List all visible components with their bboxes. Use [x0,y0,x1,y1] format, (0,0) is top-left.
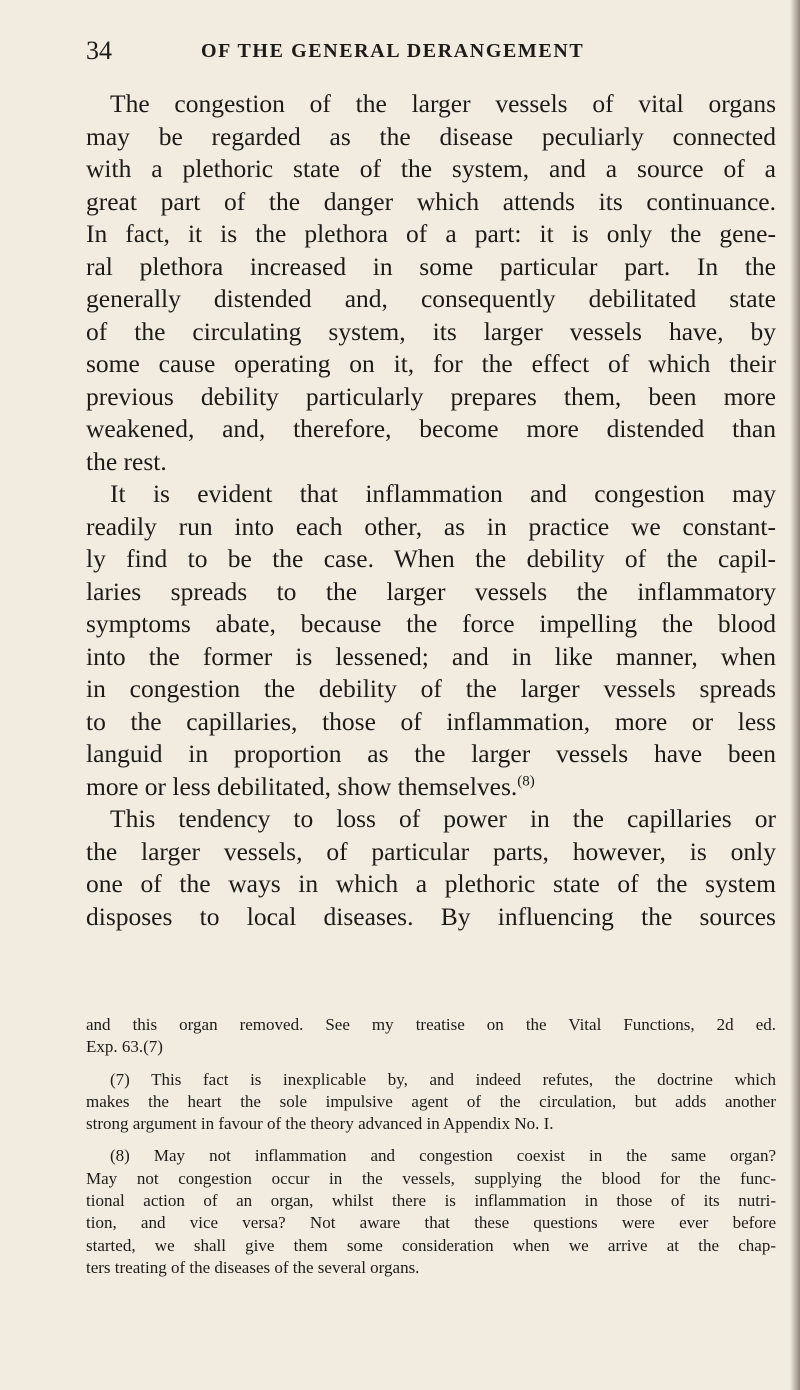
body-line: symptoms abate, because the force impelling the blood [86,609,776,638]
footnotes [86,1014,776,1289]
body-line: languid in proportion as the larger vessels have been [86,739,776,768]
body-line: ly find to be the case. When the debility of the capil- [86,544,776,573]
footnote-line: makes the heart the sole impulsive agent of the circulation, but adds another [86,1091,776,1111]
main-text [86,88,776,933]
body-line-with-footnote [86,771,776,804]
footnote-line: tional action of an organ, whilst there is inflammation in those of its nutri- [86,1191,776,1211]
footnote-line: ters treating of the diseases of the several organs. [86,1257,420,1277]
body-line: with a plethoric state of the system, and a source of a [86,154,776,183]
body-line: The congestion of the larger vessels of vital organs [110,89,776,118]
body-line: the larger vessels, of particular parts, however, is only [86,836,776,866]
page-number: 34 [86,36,112,65]
body-line: disposes to local diseases. By influencing the sources [86,901,776,931]
footnote-line: strong argument in favour of the theory advanced in Appendix No. I. [86,1114,554,1134]
body-line: one of the ways in which a plethoric state of the system [86,869,776,898]
body-line: This tendency to loss of power in the capillaries or [110,804,776,833]
footnote-line: and this organ removed. See my treatise on the Vital Functions, 2d ed. [86,1015,776,1034]
body-line: may be regarded as the disease peculiarly connected [86,121,776,151]
body-line: readily run into each other, as in practice we constant- [86,511,776,541]
footnote-7 [86,1069,776,1136]
page-edge-shadow [790,0,800,1390]
footnote-line: Exp. 63.(7) [86,1037,163,1057]
body-line: some cause operating on it, for the effect of which their [86,349,776,378]
footnote-line: started, we shall give them some consideration when we arrive at the chap- [86,1235,776,1255]
body-line: in congestion the debility of the larger vessels spreads [86,674,776,703]
body-line: It is evident that inflammation and congestion may [110,479,776,508]
body-line: to the capillaries, those of inflammation, more or less [86,706,776,736]
footnote-line: (8) May not inflammation and congestion coexist in the same organ? [110,1146,776,1166]
body-line: In fact, it is the plethora of a part: it is only the gene- [86,219,776,248]
running-head-title: OF THE GENERAL DERANGEMENT [201,40,585,62]
body-line: into the former is lessened; and in like manner, when [86,641,776,671]
footnote-reference: (8) [517,773,535,789]
footnote-line: (7) This fact is inexplicable by, and indeed refutes, the doctrine which [110,1069,776,1089]
body-line: previous debility particularly prepares them, been more [86,381,776,411]
body-line: weakened, and, therefore, become more distended than [86,414,776,443]
footnote-line: tion, and vice versa? Not aware that these questions were ever before [86,1213,776,1233]
footnote-line: May not congestion occur in the vessels, supplying the blood for the func- [86,1168,776,1188]
body-line: laries spreads to the larger vessels the inflammatory [86,576,776,606]
body-line: of the circulating system, its larger vessels have, by [86,316,776,346]
footnote-8 [86,1145,776,1279]
running-head [86,36,786,66]
body-line: great part of the danger which attends its continuance. [86,186,776,216]
body-line: generally distended and, consequently debilitated state [86,284,776,313]
body-line: the rest. [86,446,167,476]
body-line-text: more or less debilitated, show themselves. [86,771,518,801]
footnote-continuation [86,1014,776,1059]
body-line: ral plethora increased in some particular part. In the [86,251,776,281]
